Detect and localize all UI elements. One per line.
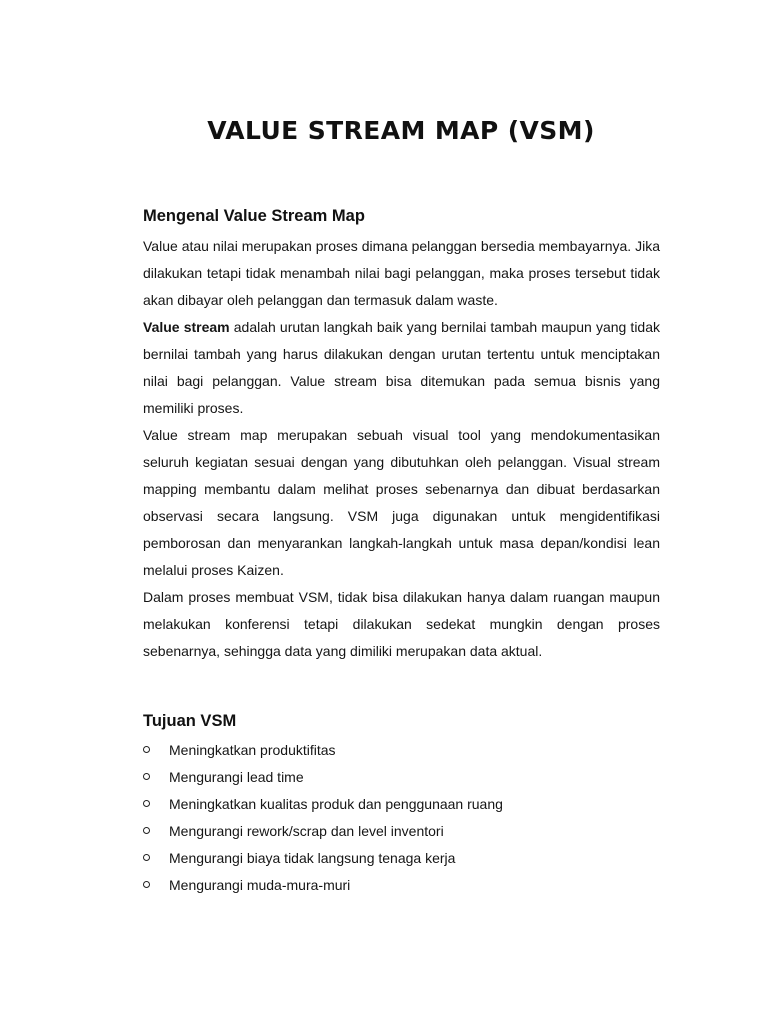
list-item xyxy=(143,872,660,899)
paragraph-value-definition xyxy=(143,233,660,314)
paragraph-vsm-visual-tool xyxy=(143,422,660,584)
paragraph-lead-term: Value stream xyxy=(143,319,230,335)
list-item xyxy=(143,737,660,764)
section-heading-mengenal-vsm: Mengenal Value Stream Map xyxy=(143,207,365,225)
list-item xyxy=(143,791,660,818)
hollow-circle-bullet-icon xyxy=(143,854,150,861)
section-paragraphs xyxy=(143,233,660,665)
hollow-circle-bullet-icon xyxy=(143,827,150,834)
list-item-text: Meningkatkan kualitas produk dan penggunaan ruang xyxy=(169,796,503,812)
list-item-text: Mengurangi rework/scrap dan level inventori xyxy=(169,823,444,839)
list-item-text: Mengurangi biaya tidak langsung tenaga kerja xyxy=(169,850,456,866)
list-item-text: Meningkatkan produktifitas xyxy=(169,742,336,758)
hollow-circle-bullet-icon xyxy=(143,881,150,888)
list-item xyxy=(143,845,660,872)
paragraph-text: adalah urutan langkah baik yang bernilai tambah maupun yang tidak bernilai tambah yang harus dilakukan dengan urutan tertentu untuk menciptakan nilai bagi pelanggan. Value stream bisa ditemukan pada semua bisnis yang memiliki proses. xyxy=(143,319,660,416)
paragraph-text: Dalam proses membuat VSM, tidak bisa dilakukan hanya dalam ruangan maupun melakukan konferensi tetapi dilakukan sedekat mungkin dengan proses sebenarnya, sehingga data yang dimiliki merupakan data aktual. xyxy=(143,589,660,659)
document-title: VALUE STREAM MAP (VSM) xyxy=(207,116,595,145)
paragraph-vsm-process xyxy=(143,584,660,665)
list-item-text: Mengurangi muda-mura-muri xyxy=(169,877,351,893)
hollow-circle-bullet-icon xyxy=(143,773,150,780)
list-item-text: Mengurangi lead time xyxy=(169,769,304,785)
list-item xyxy=(143,764,660,791)
goals-list xyxy=(143,737,660,899)
paragraph-text: Value atau nilai merupakan proses dimana pelanggan bersedia membayarnya. Jika dilakukan tetapi tidak menambah nilai bagi pelanggan, maka proses tersebut tidak akan dibayar oleh pelanggan dan termasuk dalam waste. xyxy=(143,238,660,308)
hollow-circle-bullet-icon xyxy=(143,800,150,807)
paragraph-text: Value stream map merupakan sebuah visual tool yang mendokumentasikan seluruh kegiatan sesuai dengan yang dibutuhkan oleh pelanggan. Visual stream mapping membantu dalam melihat proses sebenarnya dan dibuat berdasarkan observasi secara langsung. VSM juga digunakan untuk mengidentifikasi pemborosan dan menyarankan langkah-langkah untuk masa depan/kondisi lean melalui proses Kaizen. xyxy=(143,427,660,578)
paragraph-value-stream xyxy=(143,314,660,422)
section-heading-tujuan-vsm: Tujuan VSM xyxy=(143,712,237,730)
list-item xyxy=(143,818,660,845)
hollow-circle-bullet-icon xyxy=(143,746,150,753)
